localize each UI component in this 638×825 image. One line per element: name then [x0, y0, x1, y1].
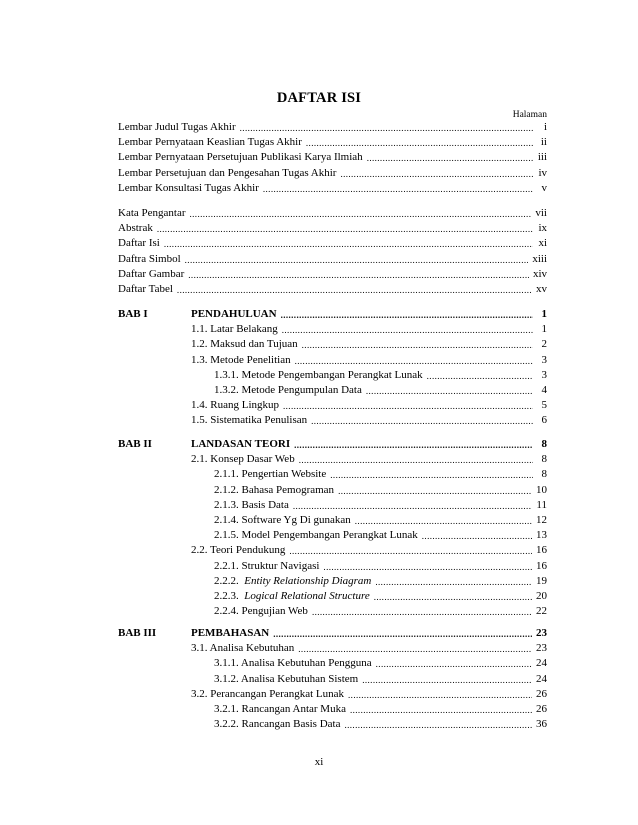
toc-entry-title: 3.2. Perancangan Perangkat Lunak	[191, 687, 345, 700]
toc-row-section	[214, 657, 547, 670]
toc-entry-title: 3.1.2. Analisa Kebutuhan Sistem	[214, 672, 359, 685]
dot-leader	[427, 371, 533, 382]
toc-row-chapter	[191, 627, 547, 640]
toc-entry-page: 5	[541, 399, 547, 412]
dot-leader	[282, 325, 533, 336]
toc-row-front	[118, 136, 547, 149]
toc-entry-title: 2.1.3. Basis Data	[214, 498, 289, 511]
toc-row-chapter	[191, 308, 547, 321]
toc-row-section	[191, 338, 547, 351]
toc-entry-page: 1	[541, 323, 547, 336]
dot-leader	[366, 386, 533, 397]
toc-row-front	[118, 167, 547, 180]
toc-row-section	[214, 369, 547, 382]
toc-entry-page: 20	[536, 590, 547, 602]
toc-row-section	[191, 688, 547, 701]
dot-leader	[375, 577, 532, 588]
dot-leader	[312, 607, 532, 618]
dot-leader	[298, 644, 532, 655]
toc-row-section	[191, 323, 547, 336]
toc-entry-title: 1.3. Metode Penelitian	[191, 353, 291, 366]
dot-leader	[295, 356, 533, 367]
toc-entry-page: 36	[536, 718, 547, 731]
toc-entry-page: 23	[536, 627, 547, 639]
toc-entry-title: Daftar Tabel	[118, 283, 173, 295]
toc-entry-title: Lembar Konsultasi Tugas Akhir	[118, 181, 259, 194]
dot-leader	[355, 516, 532, 527]
toc-row-section	[214, 560, 547, 573]
dot-leader	[188, 270, 529, 281]
toc-entry-title: 1.5. Sistematika Penulisan	[191, 414, 308, 427]
toc-entry-page: 10	[536, 483, 547, 496]
toc-row-front	[118, 182, 547, 195]
toc-entry-title: 3.1.1. Analisa Kebutuhan Pengguna	[214, 657, 372, 670]
toc-entry-title: Abstrak	[118, 222, 153, 235]
dot-leader	[350, 705, 532, 716]
toc-entry-page: 1	[541, 308, 547, 320]
toc-entry-page: 3	[541, 353, 547, 366]
toc-entry-page: 8	[541, 468, 547, 481]
toc-row-prelim	[118, 222, 547, 235]
dot-leader	[340, 169, 533, 180]
toc-entry-title: 1.4. Ruang Lingkup	[191, 399, 279, 412]
toc-row-section	[191, 453, 547, 466]
toc-row-section	[214, 499, 547, 512]
toc-entry-title: 1.1. Latar Belakang	[191, 323, 278, 336]
toc-row-section	[214, 718, 547, 731]
toc-entry-title: Daftar Isi	[118, 237, 160, 250]
toc-row-section	[191, 399, 547, 412]
toc-row-section	[214, 514, 547, 527]
halaman-label: Halaman	[512, 110, 547, 120]
toc-row-section	[214, 673, 547, 686]
toc-row-section	[191, 642, 547, 655]
dot-leader	[344, 720, 532, 731]
toc-entry-page: vii	[535, 207, 547, 219]
toc-entry-page: iv	[538, 166, 547, 179]
chapter-label: BAB III	[118, 627, 157, 639]
dot-leader	[311, 416, 533, 427]
toc-entry-page: i	[543, 121, 547, 133]
toc-entry-page: 24	[536, 672, 547, 685]
dot-leader	[374, 592, 532, 603]
toc-row-prelim	[118, 207, 547, 220]
toc-entry-page: 6	[541, 414, 547, 427]
toc-entry-title: 2.1.2. Bahasa Pemograman	[214, 483, 335, 496]
dot-leader	[263, 184, 533, 195]
toc-entry-page: 12	[536, 514, 547, 526]
dot-leader	[330, 470, 533, 481]
page-number: xi	[314, 756, 324, 768]
toc-entry-page: xiii	[532, 252, 547, 265]
toc-row-prelim	[118, 283, 547, 296]
toc-entry-title: 2.1.5. Model Pengembangan Perangkat Lunak	[214, 529, 418, 542]
toc-entry-title: 3.2.1. Rancangan Antar Muka	[214, 703, 346, 715]
toc-row-section	[214, 703, 547, 716]
dot-leader	[273, 629, 532, 640]
toc-row-section	[214, 605, 547, 618]
toc-entry-page: 22	[536, 605, 547, 618]
toc-entry-page: v	[541, 181, 547, 194]
toc-entry-title: 2.2.4. Pengujian Web	[214, 605, 308, 618]
toc-entry-title: Kata Pengantar	[118, 207, 186, 219]
toc-entry-page: 19	[536, 574, 547, 587]
dot-leader	[299, 455, 533, 466]
toc-entry-page: 3	[541, 368, 547, 381]
toc-entry-page: ix	[538, 222, 547, 235]
toc-row-prelim	[118, 253, 547, 266]
dot-leader	[164, 239, 533, 250]
dot-leader	[293, 501, 533, 512]
dot-leader	[323, 562, 532, 573]
toc-entry-page: 26	[536, 703, 547, 715]
toc-entry-title: 2.1.1. Pengertian Website	[214, 468, 327, 481]
toc-entry-title: 1.3.2. Metode Pengumpulan Data	[214, 384, 362, 396]
toc-entry-title: 2.1. Konsep Dasar Web	[191, 453, 295, 466]
toc-entry-title: 2.2.1. Struktur Navigasi	[214, 559, 320, 572]
dot-leader	[302, 340, 533, 351]
toc-entry-page: xi	[538, 237, 547, 250]
dot-leader	[240, 123, 533, 134]
toc-entry-title: 3.2.2. Rancangan Basis Data	[214, 718, 341, 731]
toc-row-section	[214, 484, 547, 497]
toc-entry-title: Daftra Simbol	[118, 252, 181, 265]
toc-row-section	[191, 414, 547, 427]
toc-entry-page: 16	[536, 559, 547, 572]
toc-entry-title: LANDASAN TEORI	[191, 438, 291, 450]
toc-row-front	[118, 121, 547, 134]
toc-entry-title: 1.2. Maksud dan Tujuan	[191, 338, 298, 351]
toc-entry-page: 16	[536, 544, 547, 557]
dot-leader	[190, 209, 532, 220]
toc-entry-title: Lembar Persetujuan dan Pengesahan Tugas Akhir	[118, 166, 337, 179]
dot-leader	[294, 440, 533, 451]
toc-entry-page: 26	[536, 687, 547, 700]
toc-entry-title: PENDAHULUAN	[191, 308, 277, 320]
dot-leader	[367, 153, 533, 164]
toc-row-section	[214, 575, 547, 588]
dot-leader	[281, 310, 533, 321]
toc-row-section	[191, 544, 547, 557]
toc-entry-page: 24	[536, 657, 547, 670]
dot-leader	[177, 285, 532, 296]
toc-row-section	[214, 529, 547, 542]
dot-leader	[362, 675, 532, 686]
chapter-label: BAB II	[118, 438, 152, 450]
toc-entry-page: 8	[541, 453, 547, 466]
dot-leader	[306, 138, 533, 149]
dot-leader	[289, 546, 532, 557]
toc-row-chapter	[191, 438, 547, 451]
toc-entry-title: 2.1.4. Software Yg Di gunakan	[214, 514, 351, 526]
toc-entry-page: 11	[536, 498, 547, 511]
toc-entry-page: 2	[541, 338, 547, 351]
toc-entry-title: 2.2.3. Logical Relational Structure	[214, 590, 370, 602]
dot-leader	[422, 531, 532, 542]
toc-entry-page: 13	[536, 529, 547, 542]
toc-row-front	[118, 151, 547, 164]
toc-entry-page: iii	[537, 151, 547, 164]
dot-leader	[338, 486, 532, 497]
toc-entry-page: ii	[540, 136, 547, 149]
toc-row-section	[214, 590, 547, 603]
page-title: DAFTAR ISI	[276, 90, 362, 106]
toc-entry-page: xiv	[532, 267, 547, 280]
toc-entry-title: Lembar Pernyataan Keaslian Tugas Akhir	[118, 136, 302, 149]
toc-entry-title: Lembar Judul Tugas Akhir	[118, 121, 236, 133]
toc-entry-page: xv	[536, 283, 547, 295]
toc-entry-title: 1.3.1. Metode Pengembangan Perangkat Lunak	[214, 368, 423, 381]
toc-row-section	[214, 468, 547, 481]
toc-entry-title: Daftar Gambar	[118, 267, 185, 280]
toc-entry-page: 4	[541, 384, 547, 396]
toc-entry-title: 3.1. Analisa Kebutuhan	[191, 642, 295, 655]
toc-entry-title: 2.2.2. Entity Relationship Diagram	[214, 574, 372, 587]
toc-entry-title: PEMBAHASAN	[191, 627, 270, 639]
dot-leader	[185, 255, 529, 266]
toc-entry-title: 2.2. Teori Pendukung	[191, 544, 286, 557]
dot-leader	[283, 401, 533, 412]
toc-row-section	[214, 384, 547, 397]
chapter-label: BAB I	[118, 308, 148, 320]
dot-leader	[376, 659, 532, 670]
toc-row-prelim	[118, 268, 547, 281]
dot-leader	[157, 224, 533, 235]
dot-leader	[348, 690, 532, 701]
toc-entry-page: 8	[541, 438, 547, 450]
toc-row-prelim	[118, 237, 547, 250]
toc-row-section	[191, 354, 547, 367]
toc-entry-page: 23	[536, 642, 547, 655]
toc-entry-title: Lembar Pernyataan Persetujuan Publikasi Karya Ilmiah	[118, 151, 363, 164]
